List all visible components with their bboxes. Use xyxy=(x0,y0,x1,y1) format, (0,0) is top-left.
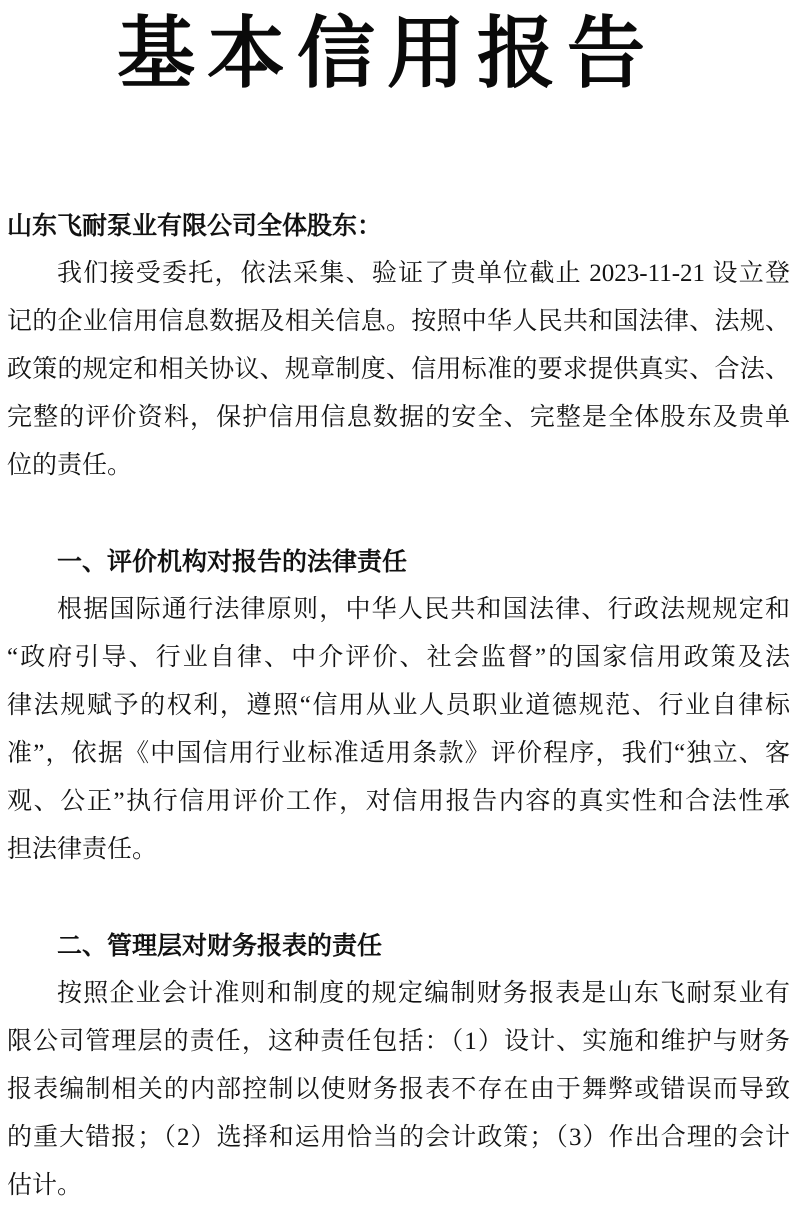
paragraph xyxy=(7,586,790,874)
text-line: 准”，依据《中国信用行业标准适用条款》评价程序，我们“独立、客 xyxy=(7,740,790,767)
text-line: 记的企业信用信息数据及相关信息。按照中华人民共和国法律、法规、 xyxy=(7,308,790,335)
text-line: 完整的评价资料，保护信用信息数据的安全、完整是全体股东及贵单 xyxy=(7,404,790,431)
text-line: 位的责任。 xyxy=(7,452,133,479)
text-line: 政策的规定和相关协议、规章制度、信用标准的要求提供真实、合法、 xyxy=(7,356,790,383)
text-line: 观、公正”执行信用评价工作，对信用报告内容的真实性和合法性承 xyxy=(7,788,790,815)
report-title: 基本信用报告 xyxy=(116,10,657,97)
paragraph xyxy=(7,250,790,490)
text-line: 估计。 xyxy=(7,1172,83,1199)
text-line: 按照企业会计准则和制度的规定编制财务报表是山东飞耐泵业有 xyxy=(57,980,790,1007)
text-line: 的重大错报；（2）选择和运用恰当的会计政策；（3）作出合理的会计 xyxy=(7,1124,790,1151)
text-line: “政府引导、行业自律、中介评价、社会监督”的国家信用政策及法 xyxy=(7,644,790,671)
section-heading: 一、评价机构对报告的法律责任 xyxy=(57,548,408,576)
text-line: 限公司管理层的责任，这种责任包括：（1）设计、实施和维护与财务 xyxy=(7,1028,790,1055)
text-line: 根据国际通行法律原则，中华人民共和国法律、行政法规规定和 xyxy=(57,596,790,623)
section-heading: 二、管理层对财务报表的责任 xyxy=(57,932,383,960)
salutation-line: 山东飞耐泵业有限公司全体股东： xyxy=(7,212,383,240)
text-line: 律法规赋予的权利，遵照“信用从业人员职业道德规范、行业自律标 xyxy=(7,692,790,719)
text-line: 我们接受委托，依法采集、验证了贵单位截止 2023-11-21 设立登 xyxy=(57,260,790,287)
text-line: 担法律责任。 xyxy=(7,836,158,863)
text-line: 报表编制相关的内部控制以使财务报表不存在由于舞弊或错误而导致 xyxy=(7,1076,790,1103)
paragraph xyxy=(7,970,790,1206)
document-content xyxy=(0,104,800,1206)
